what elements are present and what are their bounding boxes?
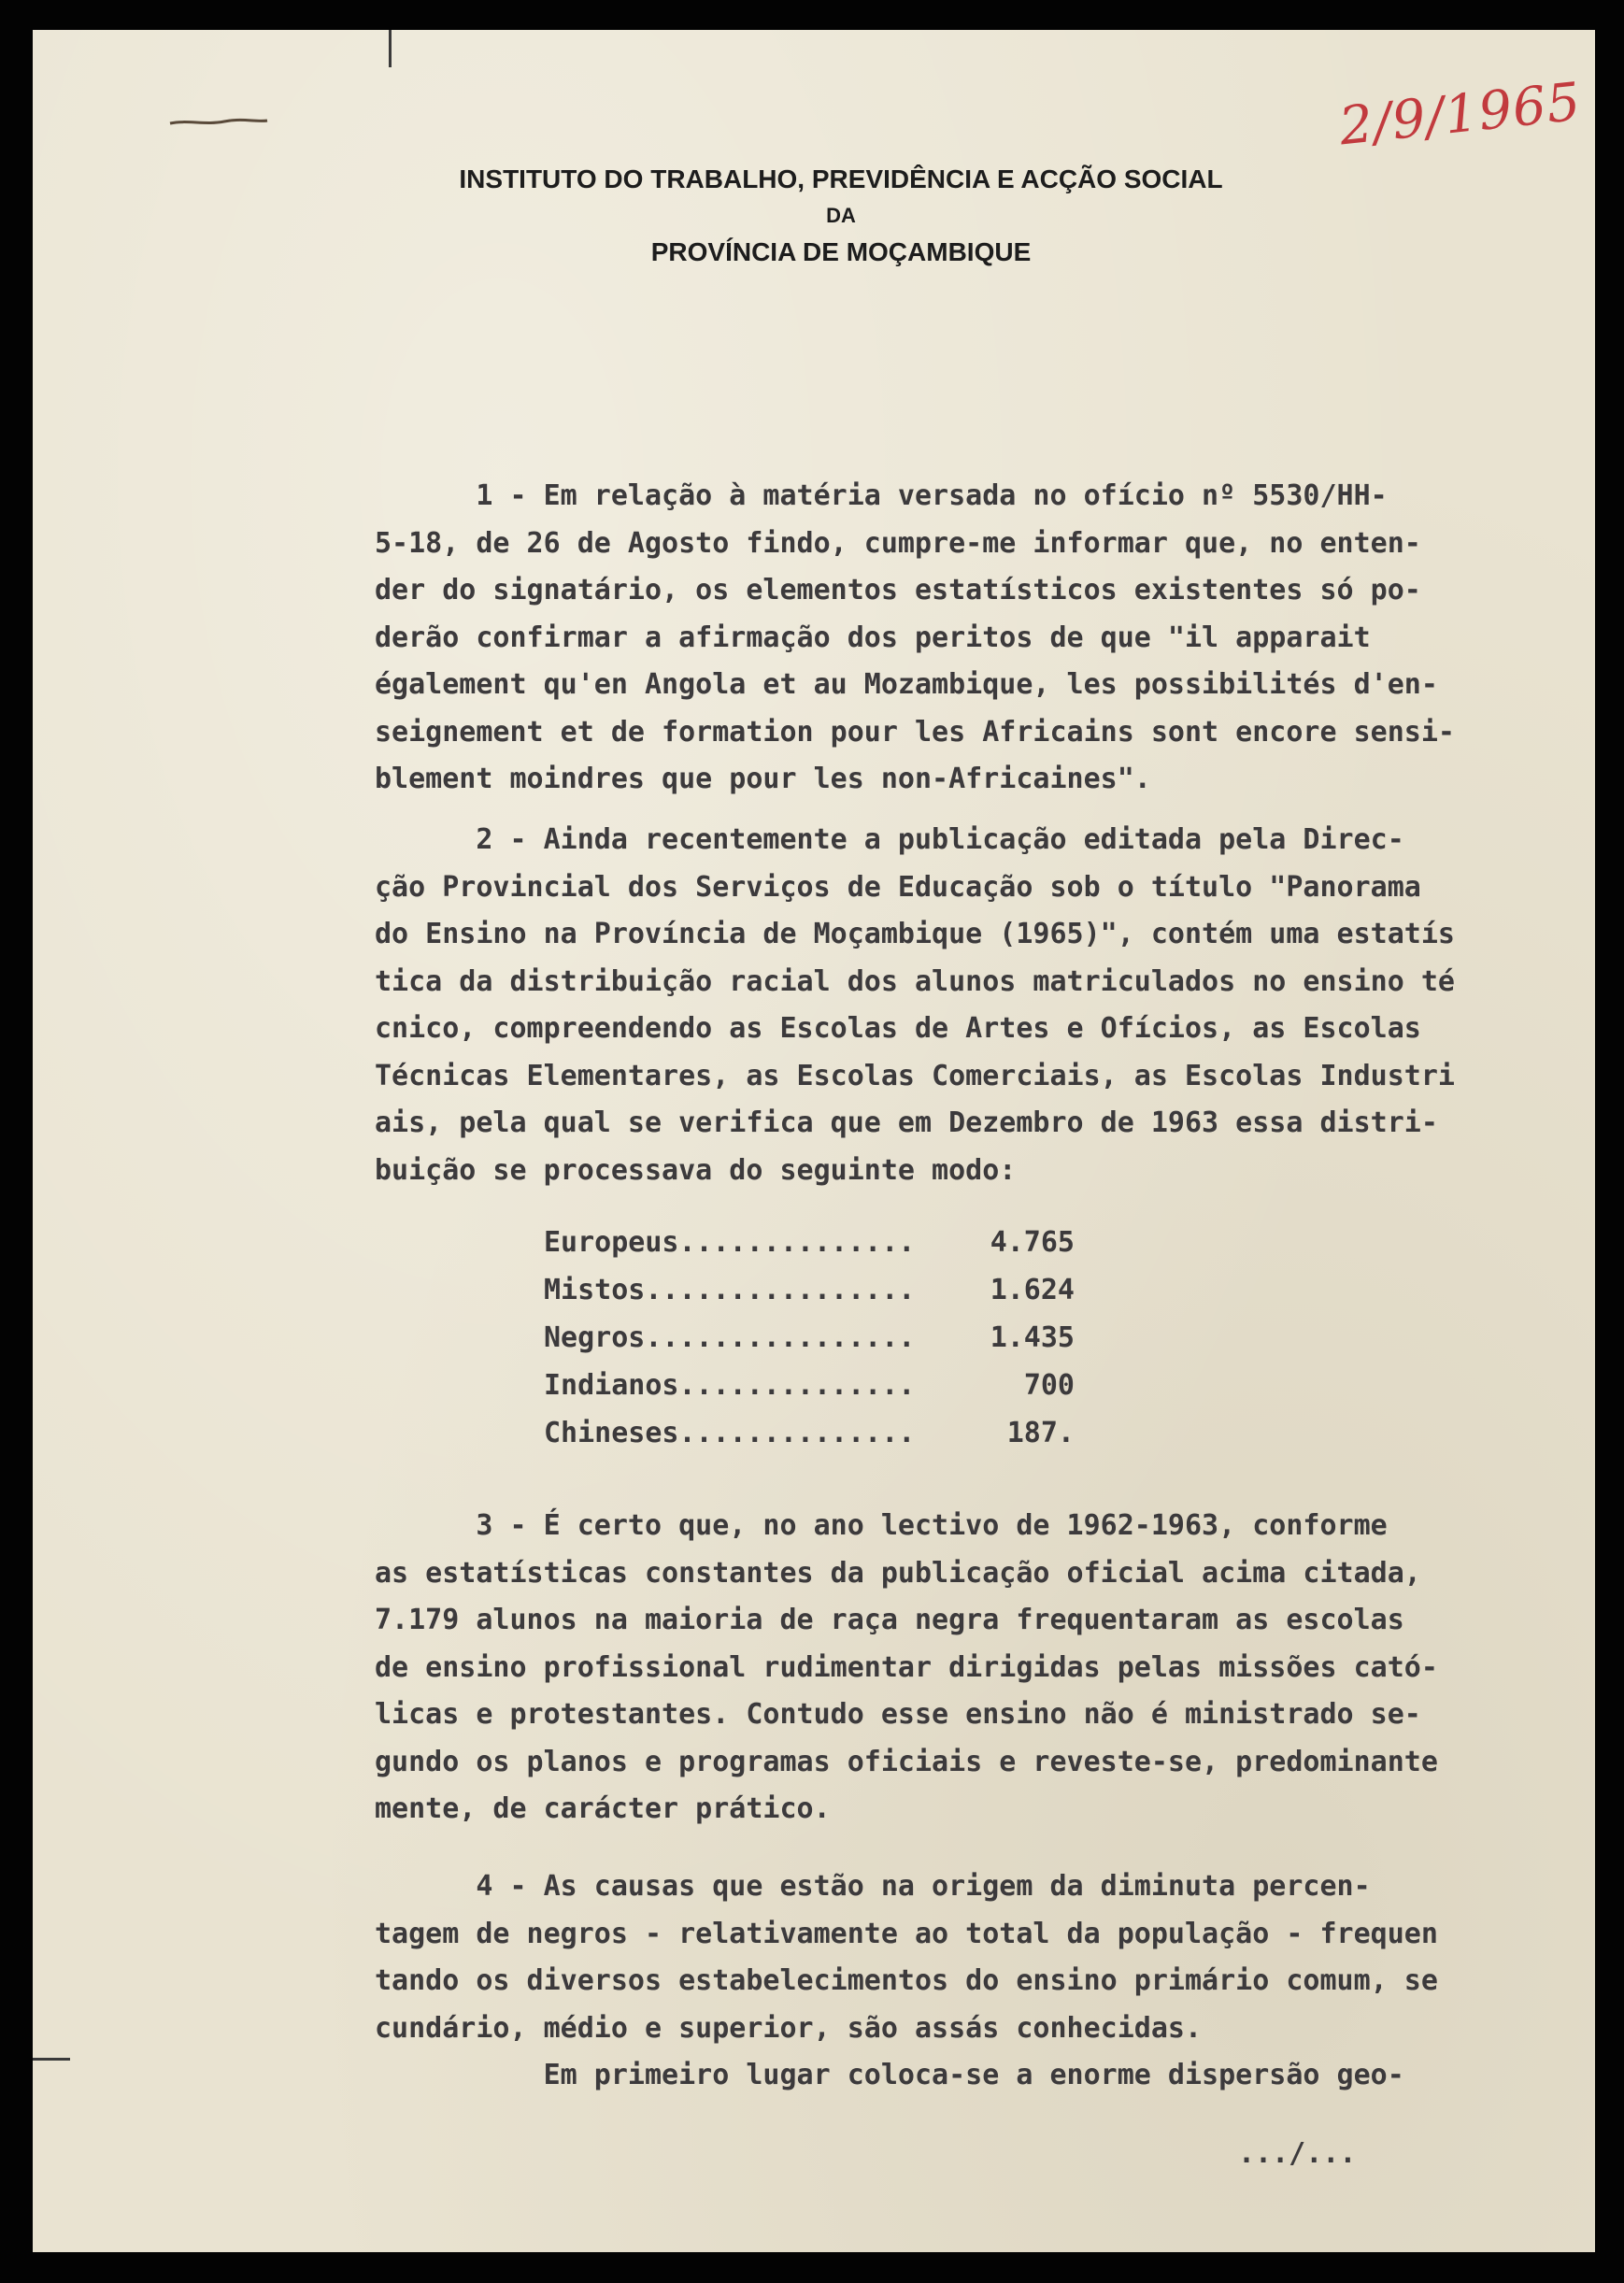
stat-row <box>544 1266 1075 1314</box>
paragraph-4: 4 - As causas que estão na origem da diminuta percen- tagem de negros - relativamente ao total da população - frequen tando os diversos estabelecimentos do ensino primário comum, se cundário, médio e superior, são assás conhecidas. Em primeiro lugar coloca-se a enorme dispersão geo- <box>375 1870 1438 2091</box>
letterhead-da: DA <box>826 204 856 227</box>
stat-row <box>544 1362 1075 1409</box>
stat-value: 700 <box>1023 1369 1075 1402</box>
stat-label: Indianos.............. <box>544 1369 916 1402</box>
stat-value: 4.765 <box>990 1226 1075 1259</box>
margin-tick-top <box>389 30 392 67</box>
stat-label: Mistos................ <box>544 1274 916 1306</box>
stat-row <box>544 1314 1075 1362</box>
letterhead-province: PROVÍNCIA DE MOÇAMBIQUE <box>650 237 1032 266</box>
stat-value: 1.435 <box>990 1321 1075 1354</box>
stat-row <box>544 1409 1075 1457</box>
stat-value: 187. <box>1006 1417 1075 1449</box>
pen-scratch-mark <box>168 116 269 129</box>
paragraph-2: 2 - Ainda recentemente a publicação editada pela Direc- ção Provincial dos Serviços de Educação sob o título "Panorama do Ensino na Província de Moçambique (1965)", contém uma estatís tica da distribuição racial dos alunos matriculados no ensino té cnico, compreendendo as Escolas de Artes e Ofícios, as Escolas Técnicas Elementares, as Escolas Comerciais, as Escolas Industri ais, pela qual se verifica que em Dezembro de 1963 essa distri- buição se processava do seguinte modo: <box>375 823 1455 1187</box>
document-page <box>33 30 1595 2252</box>
paragraph-1: 1 - Em relação à matéria versada no ofício nº 5530/HH- 5-18, de 26 de Agosto findo, cumpre-me informar que, no enten- der do signatário, os elementos estatísticos existentes só po- derão confirmar a afirmação dos peritos de que "il apparait également qu'en Angola et au Mozambique, les possibilités d'en- seignement et de formation pour les Africains sont encore sensi- blement moindres que pour les non-Africaines". <box>375 479 1455 795</box>
stat-label: Chineses.............. <box>544 1417 916 1449</box>
letterhead-institute: INSTITUTO DO TRABALHO, PREVIDÊNCIA E ACÇÃO SOCIAL <box>459 164 1223 193</box>
handwritten-date: 2/9/1965 <box>1336 71 1585 158</box>
paragraph-3: 3 - É certo que, no ano lectivo de 1962-1963, conforme as estatísticas constantes da publicação oficial acima citada, 7.179 alunos na maioria de raça negra frequentaram as escolas de ensino profissional rudimentar dirigidas pelas missões cató- licas e protestantes. Contudo esse ensino não é ministrado se- gundo os planos e programas oficiais e reveste-se, predominante mente, de carácter prático. <box>375 1509 1438 1825</box>
stat-label: Negros................ <box>544 1321 916 1354</box>
letterhead <box>313 161 1369 270</box>
enrollment-stats-table <box>544 1219 1075 1457</box>
stat-label: Europeus.............. <box>544 1226 916 1259</box>
margin-tick-left <box>33 2058 70 2061</box>
continued-marker: .../... <box>1238 2137 1357 2170</box>
stat-row <box>544 1219 1075 1266</box>
stat-value: 1.624 <box>990 1274 1075 1306</box>
